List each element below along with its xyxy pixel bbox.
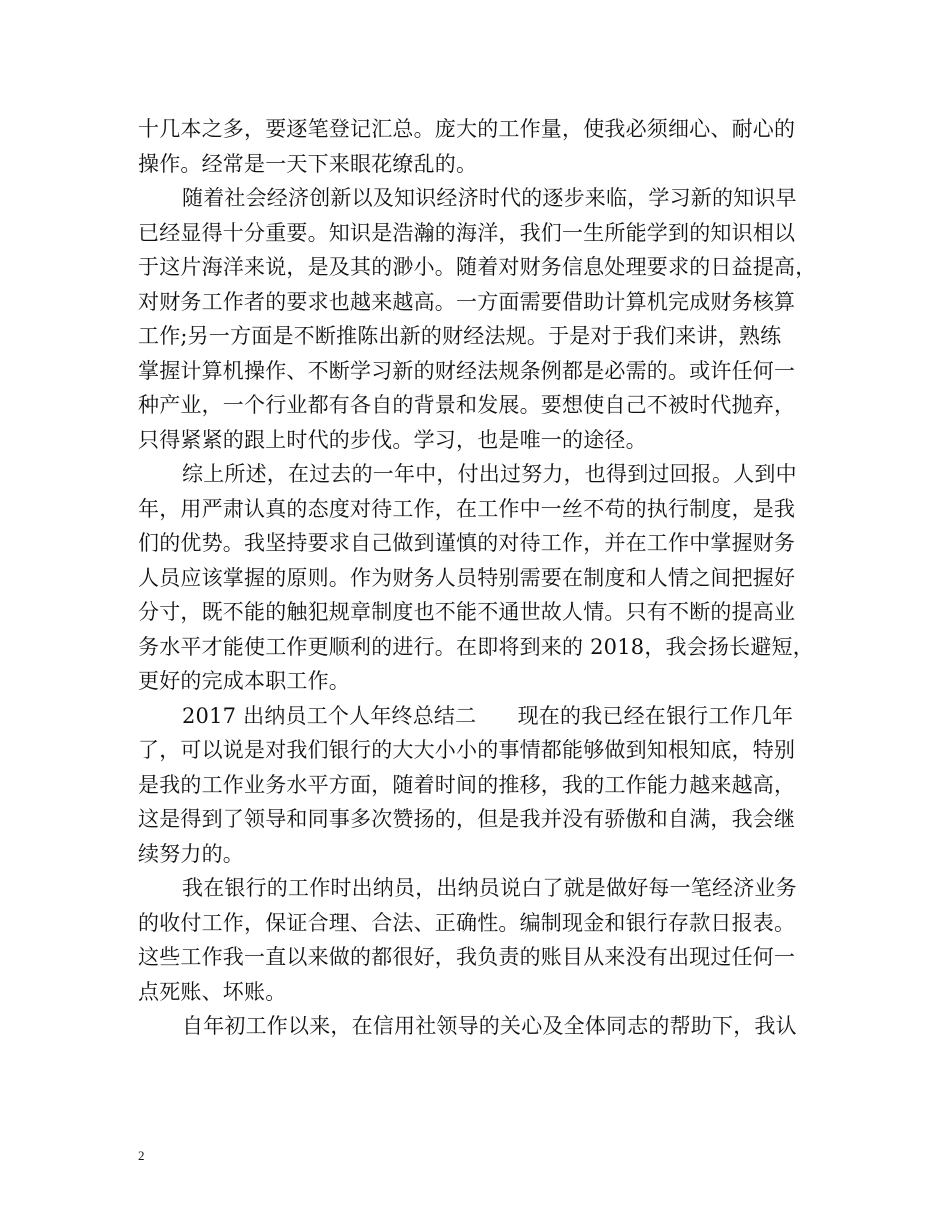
text-line: 2017 出纳员工个人年终总结二 现在的我已经在银行工作几年 <box>182 703 794 728</box>
text-line: 十几本之多，要逐笔登记汇总。庞大的工作量，使我必须细心、耐心的 <box>138 117 796 141</box>
text-line: 只得紧紧的跟上时代的步伐。学习，也是唯一的途径。 <box>138 427 647 452</box>
text-line: 这些工作我一直以来做的都很好，我负责的账目从来没有出现过任何一 <box>138 945 796 969</box>
text-line: 人员应该掌握的原则。作为财务人员特别需要在制度和人情之间把握好 <box>138 565 796 590</box>
paragraph <box>138 1009 818 1044</box>
text-line: 对财务工作者的要求也越来越高。一方面需要借助计算机完成财务核算 <box>138 289 796 314</box>
text-line: 是我的工作业务水平方面，随着时间的推移，我的工作能力越来越高， <box>138 772 796 797</box>
page-number: 2 <box>138 1148 145 1163</box>
text-line: 自年初工作以来，在信用社领导的关心及全体同志的帮助下，我认 <box>182 1014 797 1038</box>
text-line: 的收付工作，保证合理、合法、正确性。编制现金和银行存款日报表。 <box>138 910 796 935</box>
text-line: 已经显得十分重要。知识是浩瀚的海洋，我们一生所能学到的知识相以 <box>138 220 796 245</box>
text-line: 们的优势。我坚持要求自己做到谨慎的对待工作，并在工作中掌握财务 <box>138 531 796 555</box>
paragraph <box>138 871 818 1009</box>
text-line: 于这片海洋来说，是及其的渺小。随着对财务信息处理要求的日益提高， <box>138 255 817 279</box>
text-line: 工作;另一方面是不断推陈出新的财经法规。于是对于我们来讲，熟练 <box>138 324 782 348</box>
text-line: 我在银行的工作时出纳员，出纳员说白了就是做好每一笔经济业务 <box>182 876 797 900</box>
text-line: 综上所述，在过去的一年中，付出过努力，也得到过回报。人到中 <box>182 462 797 486</box>
paragraph <box>138 181 818 457</box>
text-line: 这是得到了领导和同事多次赞扬的，但是我并没有骄傲和自满，我会继 <box>138 807 796 831</box>
text-line: 随着社会经济创新以及知识经济时代的逐步来临，学习新的知识早 <box>182 186 797 210</box>
text-line: 续努力的。 <box>138 841 244 866</box>
text-line: 掌握计算机操作、不断学习新的财经法规条例都是必需的。或许任何一 <box>138 358 796 383</box>
paragraph <box>138 457 818 699</box>
text-line: 了，可以说是对我们银行的大大小小的事情都能够做到知根知底，特别 <box>138 738 796 762</box>
paragraph <box>138 112 818 181</box>
text-line: 务水平才能使工作更顺利的进行。在即将到来的 2018，我会扬长避短， <box>138 634 814 659</box>
text-line: 更好的完成本职工作。 <box>138 669 350 693</box>
text-line: 年，用严肃认真的态度对待工作，在工作中一丝不苟的执行制度，是我 <box>138 496 796 521</box>
text-line: 点死账、坏账。 <box>138 979 287 1004</box>
body-text <box>138 112 818 1044</box>
paragraph <box>138 699 818 872</box>
text-line: 操作。经常是一天下来眼花缭乱的。 <box>138 151 478 176</box>
text-line: 分寸，既不能的触犯规章制度也不能不通世故人情。只有不断的提高业 <box>138 600 796 624</box>
text-line: 种产业，一个行业都有各自的背景和发展。要想使自己不被时代抛弃， <box>138 393 796 417</box>
